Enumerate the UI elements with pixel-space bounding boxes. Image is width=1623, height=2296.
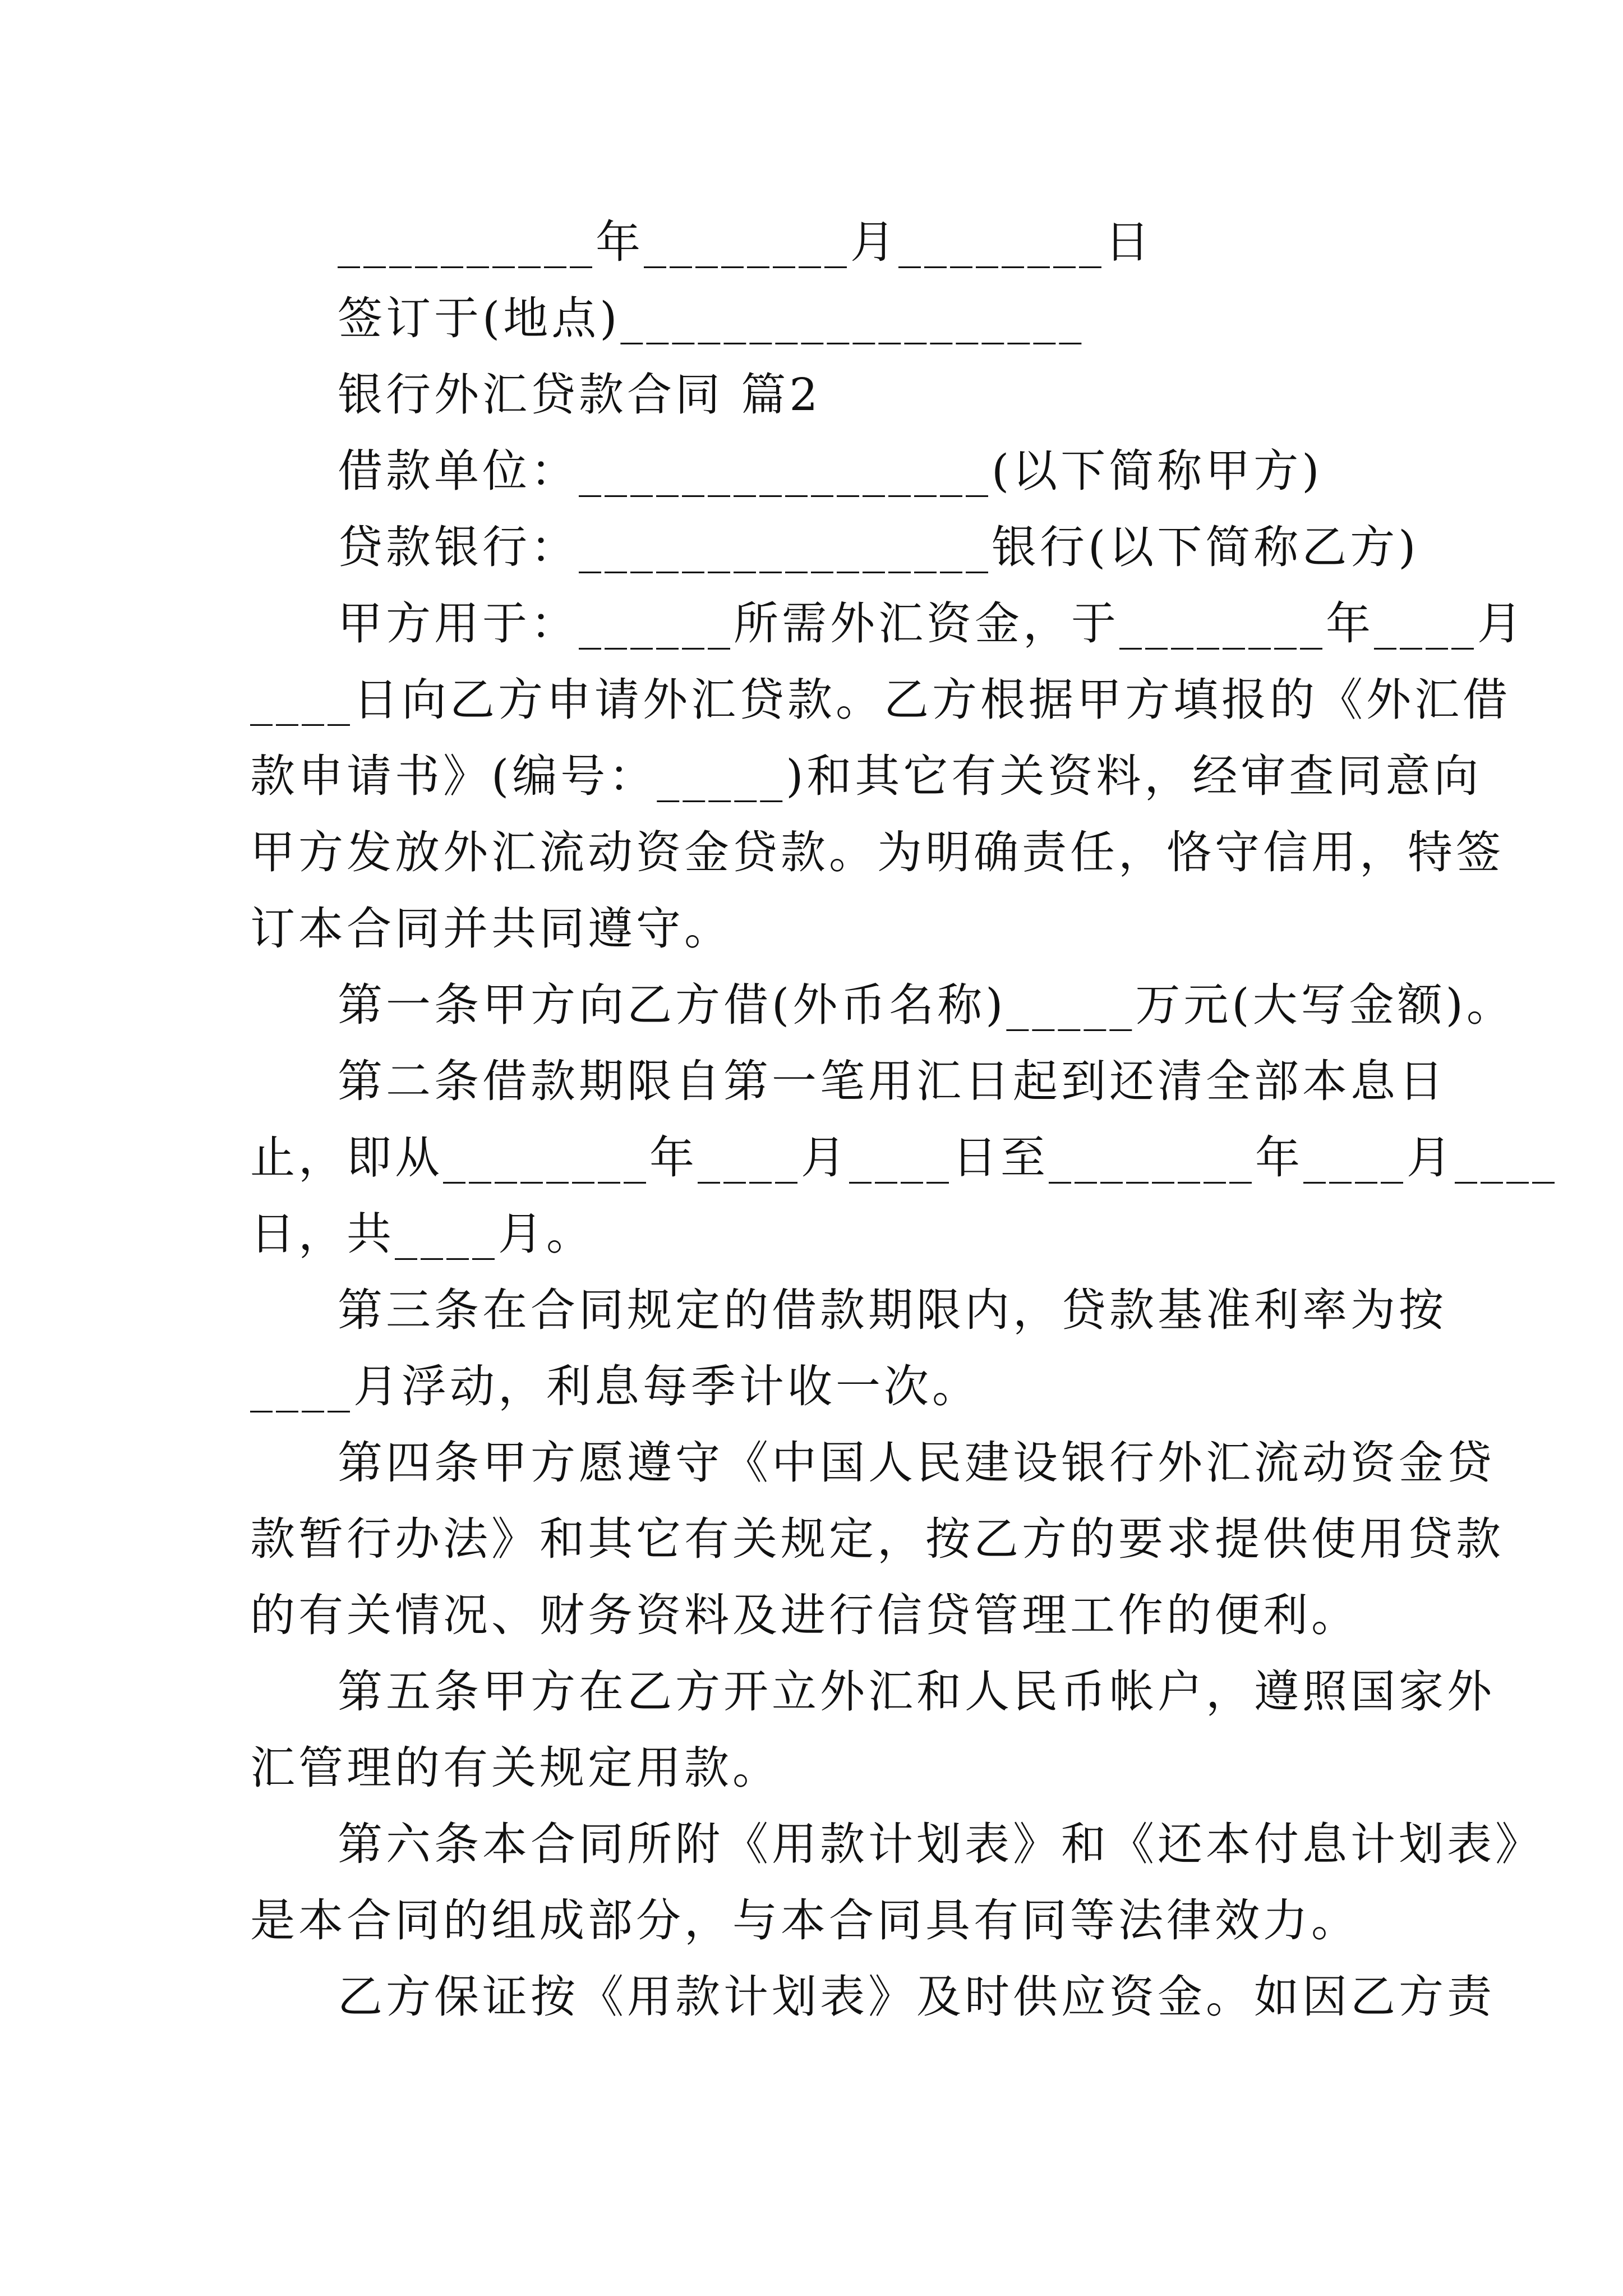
lender-bank-line: 贷款银行：________________银行(以下简称乙方) — [338, 521, 1419, 573]
paragraph-line: 的有关情况、财务资料及进行信贷管理工作的便利。 — [250, 1589, 1359, 1641]
article-3-line: 第三条在合同规定的借款期限内，贷款基准利率为按 — [338, 1284, 1447, 1336]
borrower-line: 借款单位：________________(以下简称甲方) — [338, 445, 1323, 497]
paragraph-line: 订本合同并共同遵守。 — [250, 903, 732, 955]
article-1-line: 第一条甲方向乙方借(外币名称)_____万元(大写金额)。 — [338, 979, 1515, 1031]
paragraph-line: 款申请书》(编号：_____)和其它有关资料，经审查同意向 — [250, 750, 1482, 802]
paragraph-line: ____月浮动，利息每季计收一次。 — [250, 1360, 980, 1412]
paragraph-line: 是本合同的组成部分，与本合同具有同等法律效力。 — [250, 1894, 1359, 1947]
paragraph-line: ____日向乙方申请外汇贷款。乙方根据甲方填报的《外汇借 — [250, 674, 1511, 726]
article-4-line: 第四条甲方愿遵守《中国人民建设银行外汇流动资金贷 — [338, 1437, 1495, 1489]
section-heading: 银行外汇贷款合同 篇2 — [338, 369, 822, 421]
paragraph-line: 汇管理的有关规定用款。 — [250, 1742, 781, 1794]
paragraph-line: 款暂行办法》和其它有关规定，按乙方的要求提供使用贷款 — [250, 1513, 1504, 1565]
paragraph-line: 乙方保证按《用款计划表》及时供应资金。如因乙方责 — [338, 1971, 1495, 2023]
paragraph-line: 日，共____月。 — [250, 1208, 594, 1260]
article-5-line: 第五条甲方在乙方开立外汇和人民币帐户，遵照国家外 — [338, 1665, 1495, 1718]
paragraph-line: 止，即从________年____月____日至________年____月____ — [250, 1131, 1558, 1184]
paragraph-line: 甲方用于：______所需外汇资金，于________年____月 — [338, 597, 1525, 650]
paragraph-line: 甲方发放外汇流动资金贷款。为明确责任，恪守信用，特签 — [250, 826, 1504, 878]
signing-date-line: __________年________月________日 — [338, 216, 1153, 268]
signing-place-line: 签订于(地点)__________________ — [338, 292, 1085, 344]
article-2-line: 第二条借款期限自第一笔用汇日起到还清全部本息日 — [338, 1055, 1447, 1107]
article-6-line: 第六条本合同所附《用款计划表》和《还本付息计划表》 — [338, 1818, 1543, 1870]
